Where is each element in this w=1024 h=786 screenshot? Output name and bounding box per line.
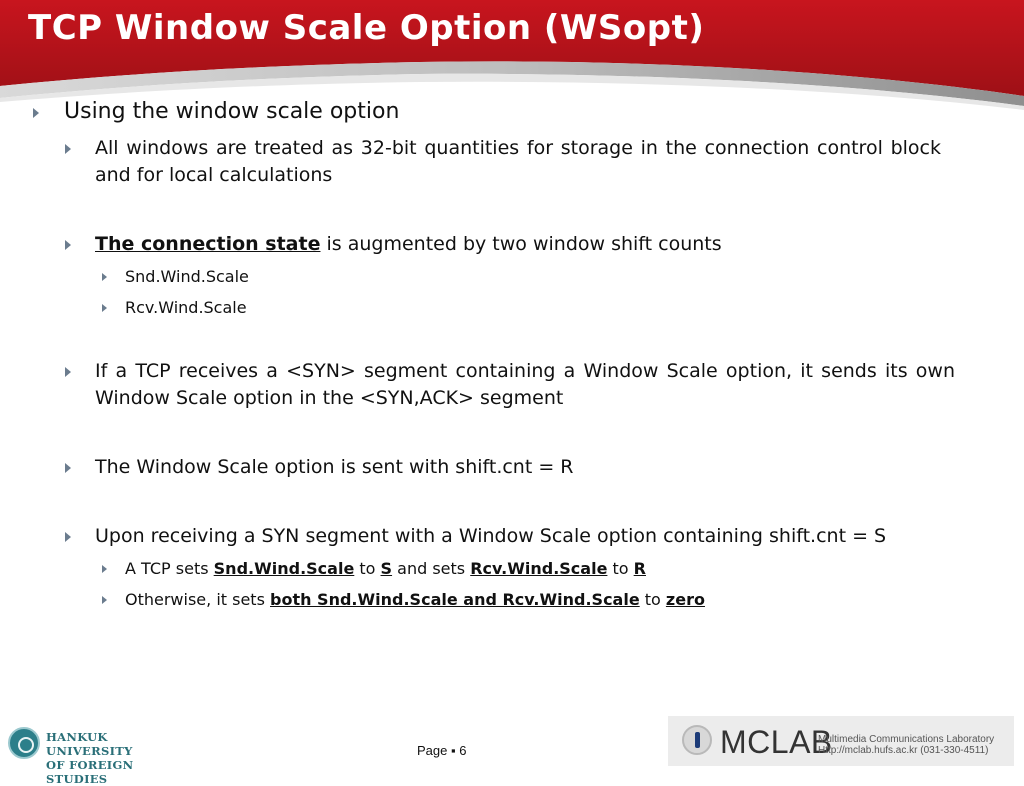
bullet-level2-connection-state (95, 231, 955, 258)
bullet-arrow-icon (65, 144, 71, 154)
bullet-arrow-icon (65, 532, 71, 542)
hufs-logo (8, 727, 168, 786)
lab-emblem-icon (682, 725, 712, 755)
lab-name: MCLAB (720, 724, 833, 760)
bullet-arrow-icon (65, 240, 71, 250)
bullet-level1: Using the window scale option (64, 99, 400, 124)
s-value-text: S (380, 559, 393, 578)
lab-subtitle-line2: Http://mclab.hufs.ac.kr (031-330-4511) (818, 745, 989, 756)
bullet-level2-shift-s: Upon receiving a SYN segment with a Window Scale option containing shift.cnt = S (95, 525, 887, 547)
bullet-arrow-icon (102, 596, 107, 604)
bullet-arrow-icon (65, 463, 71, 473)
page-number: Page ▪ 6 (417, 743, 467, 758)
bullet-arrow-icon (33, 108, 39, 118)
connection-state-text: The connection state (95, 233, 321, 255)
rcv-wind-scale-text: Rcv.Wind.Scale (470, 559, 608, 578)
both-scales-text: both Snd.Wind.Scale and Rcv.Wind.Scale (270, 590, 640, 609)
mclab-logo (668, 716, 1014, 766)
text-segment: to (639, 590, 666, 609)
bullet-level2-syn-segment: If a TCP receives a <SYN> segment containing a Window Scale option, it sends its own Window Scale option in the <SYN,ACK> segment (95, 360, 955, 409)
bullet-level3-snd-wind-scale: Snd.Wind.Scale (125, 267, 249, 286)
zero-value-text: zero (665, 590, 705, 609)
text-segment: Otherwise, it sets (125, 590, 270, 609)
bullet-level2-storage: All windows are treated as 32-bit quantities for storage in the connection control block and for local calculations (95, 137, 941, 186)
text-segment: to (607, 559, 634, 578)
lab-subtitle-line1: Multimedia Communications Laboratory (818, 734, 995, 745)
connection-state-rest: is augmented by two window shift counts (320, 233, 722, 255)
university-name (46, 730, 168, 786)
bullet-level3-otherwise (125, 589, 705, 611)
bullet-arrow-icon (65, 367, 71, 377)
r-value-text: R (633, 559, 646, 578)
text-segment: to (354, 559, 381, 578)
text-segment: and sets (392, 559, 471, 578)
snd-wind-scale-text: Snd.Wind.Scale (213, 559, 355, 578)
university-seal-icon (8, 727, 40, 759)
university-line1: HANKUK UNIVERSITY (46, 730, 133, 758)
bullet-level3-rcv-wind-scale: Rcv.Wind.Scale (125, 298, 247, 317)
university-line2: OF FOREIGN STUDIES (46, 758, 134, 786)
text-segment: A TCP sets (125, 559, 214, 578)
bullet-level2-shift-r: The Window Scale option is sent with shift.cnt = R (95, 456, 574, 478)
bullet-arrow-icon (102, 304, 107, 312)
bullet-arrow-icon (102, 273, 107, 281)
lab-subtitle (818, 734, 994, 756)
slide-title: TCP Window Scale Option (WSopt) (28, 8, 705, 48)
bullet-level3-tcp-sets (125, 558, 646, 580)
bullet-arrow-icon (102, 565, 107, 573)
